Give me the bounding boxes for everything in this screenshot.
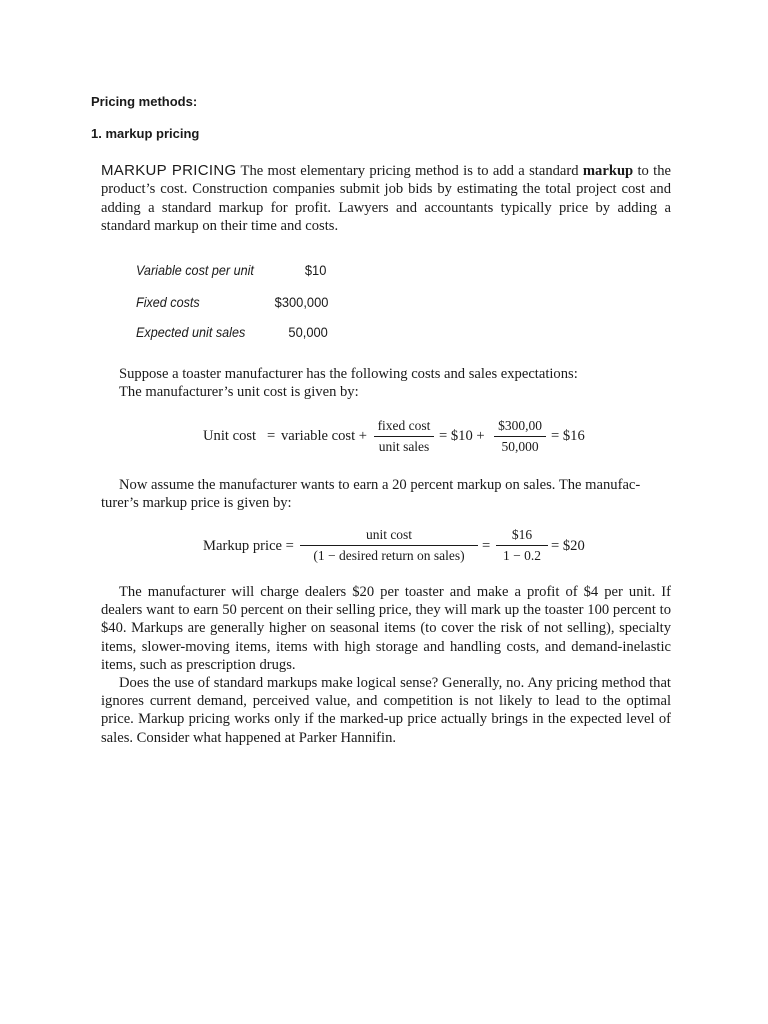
closing-paragraphs: [101, 583, 671, 747]
closing-paragraph-2-text: Does the use of standard markups make logical sense? Generally, no. Any pricing method that ignores current demand, perceived value, and competition is not likely to lead to the optimal price. Markup pricing works only if the marked-up price actually brings in the expected level of sales. Consider what happened at Parker Hannifin.: [101, 675, 671, 746]
eq1-fraction-2-numerator: $300,00: [494, 418, 546, 437]
eq1-fraction-2: [494, 418, 546, 455]
eq2-fraction: [300, 527, 478, 564]
eq1-term: variable cost +: [281, 428, 368, 444]
suppose-line-1: Suppose a toaster manufacturer has the following costs and sales expectations:: [119, 366, 578, 382]
eq2-fraction-denominator: (1 − desired return on sales): [313, 548, 465, 563]
eq1-lhs: Unit cost: [203, 428, 257, 444]
closing-paragraph-2: [101, 674, 671, 747]
eq1-fraction-numerator: fixed cost: [374, 418, 434, 437]
suppose-line-2: The manufacturer’s unit cost is given by:: [119, 384, 359, 401]
intro-text-b: to the product’s cost. Construction companies submit job bids by estimating the total project cost and adding a standard markup for profit. Lawyers and accountants typically price by adding a standard markup on their time and costs.: [101, 163, 672, 235]
eq1-mid: = $10 +: [439, 428, 485, 444]
eq2-fraction-numerator: unit cost: [300, 527, 478, 546]
eq2-fraction-2-numerator: $16: [496, 527, 548, 546]
now-assume-paragraph: [101, 476, 671, 512]
cost-value: $300,000: [274, 294, 328, 310]
now-assume-line-2: turer’s markup price is given by:: [101, 495, 292, 512]
eq2-fraction-2-denominator: 1 − 0.2: [503, 548, 541, 563]
cost-value: 50,000: [288, 324, 328, 340]
eq2-result: = $20: [551, 538, 585, 554]
cost-row: [136, 294, 336, 314]
now-assume-line-1: Now assume the manufacturer wants to earn a 20 percent markup on sales. The manufac-: [119, 477, 641, 493]
eq2-lhs: Markup price =: [203, 538, 294, 554]
intro-text-a: The most elementary pricing method is to add a standard: [236, 163, 583, 179]
intro-bold-term: markup: [582, 163, 634, 179]
eq1-fraction-2-denominator: 50,000: [501, 439, 539, 454]
closing-paragraph-1: [101, 583, 671, 674]
eq1-fraction-denominator: unit sales: [378, 439, 430, 454]
eq2-fraction-2: [496, 527, 548, 564]
section-heading: 1. markup pricing: [91, 126, 200, 141]
closing-paragraph-1-text: The manufacturer will charge dealers $20 per toaster and make a profit of $4 per unit. If dealers want to earn 50 percent on their selling price, they will mark up the toaster 100 percent to $40. Markups are generally higher on seasonal items (to cover the risk of not selling), specialty items, slower-moving items, items with high storage and handling costs, and demand-inelastic items, such as prescription drugs.: [101, 584, 671, 673]
page-heading: Pricing methods:: [91, 94, 198, 109]
cost-value: $10: [304, 262, 326, 278]
eq1-equals: =: [267, 428, 276, 444]
cost-label: Variable cost per unit: [136, 262, 254, 278]
cost-row: [136, 262, 336, 282]
cost-label: Fixed costs: [136, 294, 200, 310]
suppose-paragraph: [119, 365, 589, 401]
intro-lead: MARKUP PRICING: [101, 162, 237, 179]
eq1-result: = $16: [551, 428, 585, 444]
eq2-equals: =: [482, 538, 491, 554]
eq1-fraction: [374, 418, 434, 455]
cost-row: [136, 324, 336, 344]
cost-label: Expected unit sales: [136, 324, 246, 340]
intro-paragraph: [101, 162, 671, 236]
